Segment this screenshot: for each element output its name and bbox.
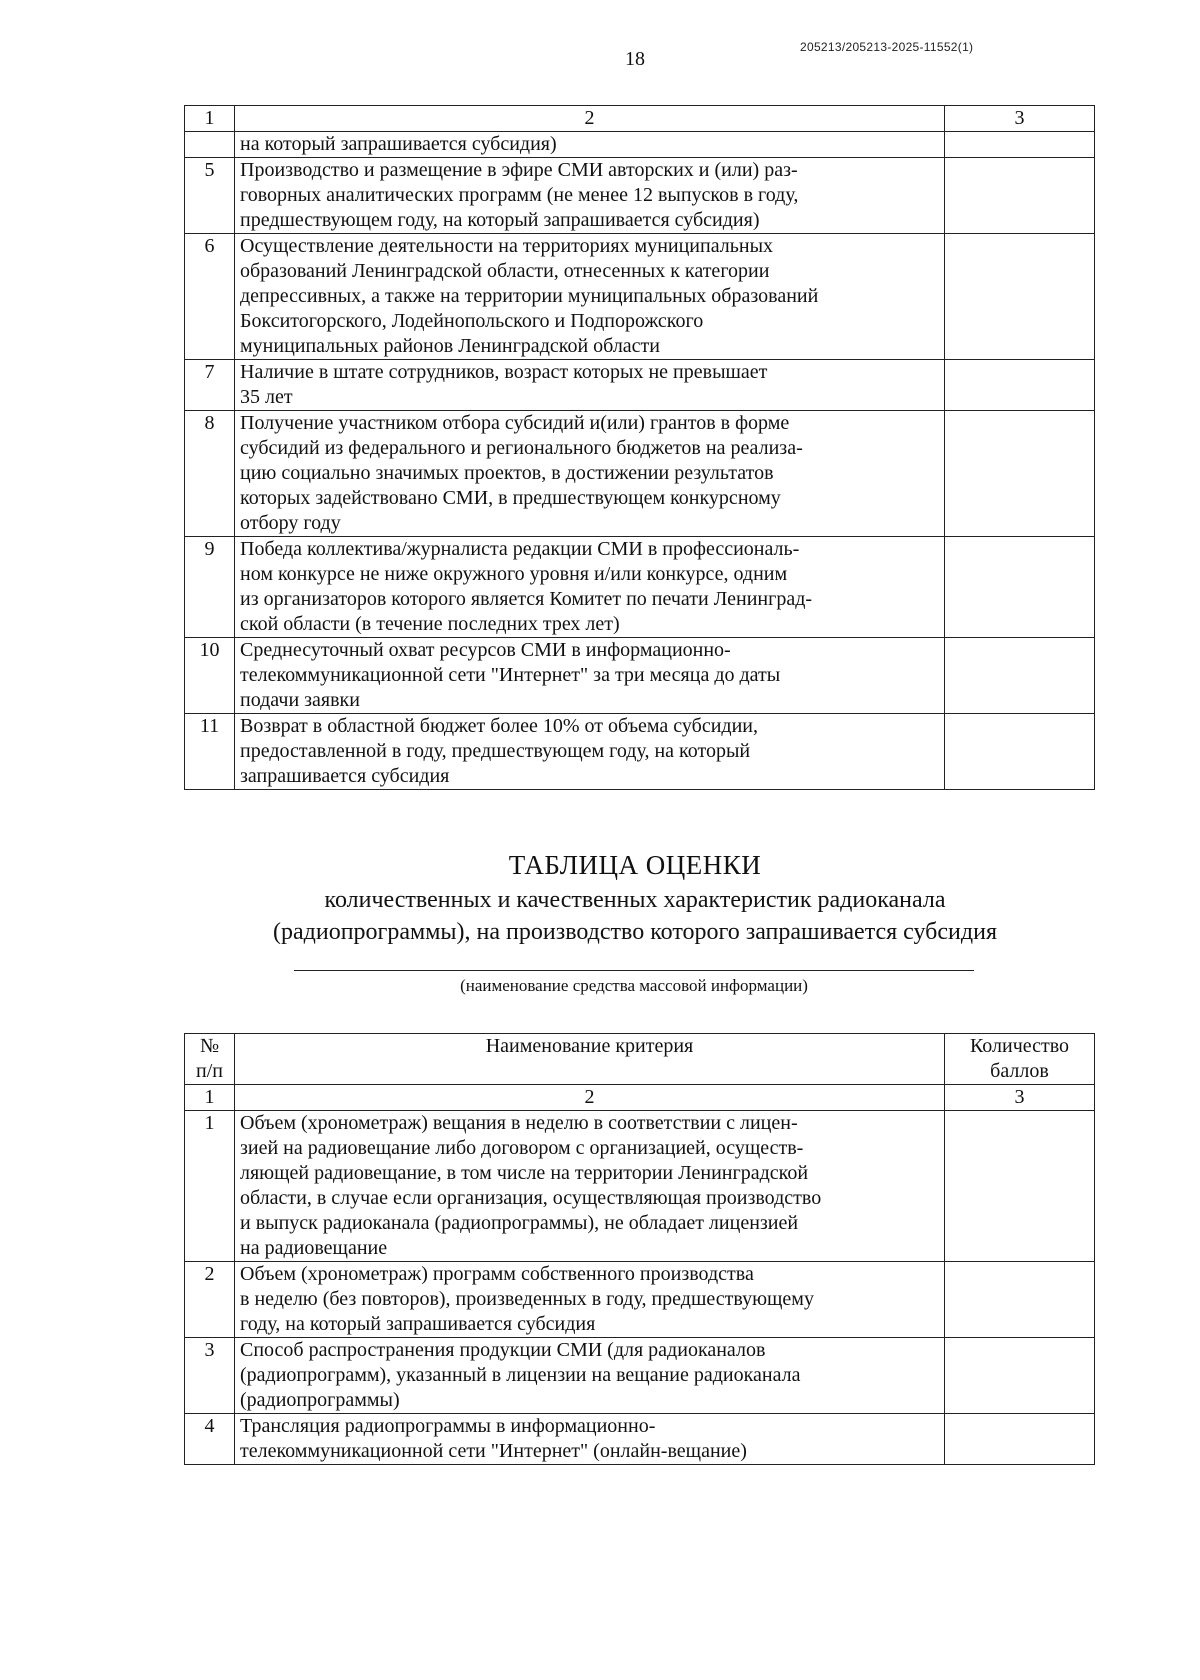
criterion-text: Производство и размещение в эфире СМИ авторских и (или) раз- говорных аналитических программ (не менее 12 выпусков в году, предшествующем году, на который запрашивается субсидия) (235, 158, 945, 234)
criterion-text: Трансляция радиопрограммы в информационно- телекоммуникационной сети "Интернет" (онлайн-вещание) (235, 1414, 945, 1465)
radio-evaluation-table (184, 1033, 1095, 1465)
table-row (185, 1111, 1095, 1262)
column-number: 1 (185, 106, 235, 132)
section-subtitle-line2: (радиопрограммы), на производство которого запрашивается субсидия (273, 919, 997, 945)
score-cell (945, 411, 1095, 537)
criterion-text: Объем (хронометраж) вещания в неделю в соответствии с лицен- зией на радиовещание либо договором с организацией, осуществ- ляющей радиовещание, в том числе на территории Ленинградской области, в случае если организация, осуществляющая производство и выпуск радиоканала (радиопрограммы), не обладает лицензией на радиовещание (235, 1111, 945, 1262)
score-cell (945, 1111, 1095, 1262)
header-num: № п/п (185, 1034, 235, 1085)
header-score: Количество баллов (945, 1034, 1095, 1085)
row-number: 11 (185, 714, 235, 790)
table-row (185, 234, 1095, 360)
header-row (185, 1034, 1095, 1085)
radio-evaluation-table-body (185, 1034, 1095, 1465)
table-row (185, 638, 1095, 714)
page-number: 18 (625, 48, 645, 70)
section-title: ТАБЛИЦА ОЦЕНКИ (508, 850, 762, 880)
table-row (185, 360, 1095, 411)
row-number: 2 (185, 1262, 235, 1338)
table-row (185, 158, 1095, 234)
header-criterion: Наименование критерия (235, 1034, 945, 1085)
row-number: 1 (185, 1111, 235, 1262)
row-number (185, 132, 235, 158)
column-number: 1 (185, 1085, 235, 1111)
table-row (185, 1414, 1095, 1465)
score-cell (945, 1262, 1095, 1338)
column-number: 3 (945, 1085, 1095, 1111)
score-cell (945, 537, 1095, 638)
table-row (185, 1338, 1095, 1414)
row-number: 8 (185, 411, 235, 537)
criterion-text: Объем (хронометраж) программ собственного производства в неделю (без повторов), произведенных в году, предшествующему году, на который запрашивается субсидия (235, 1262, 945, 1338)
column-number-row (185, 1085, 1095, 1111)
column-number-row (185, 106, 1095, 132)
document-id: 205213/205213-2025-11552(1) (800, 40, 974, 54)
criteria-table-continued (184, 105, 1095, 790)
criterion-text: на который запрашивается субсидия) (235, 132, 945, 158)
table-row (185, 537, 1095, 638)
criterion-text: Наличие в штате сотрудников, возраст которых не превышает 35 лет (235, 360, 945, 411)
row-number: 3 (185, 1338, 235, 1414)
score-cell (945, 714, 1095, 790)
row-number: 9 (185, 537, 235, 638)
criterion-text: Способ распространения продукции СМИ (для радиоканалов (радиопрограмм), указанный в лицензии на вещание радиоканала (радиопрограммы) (235, 1338, 945, 1414)
score-cell (945, 132, 1095, 158)
media-name-caption: (наименование средства массовой информации) (460, 976, 808, 995)
score-cell (945, 638, 1095, 714)
media-name-blank-line (294, 970, 974, 971)
row-number: 5 (185, 158, 235, 234)
column-number: 2 (235, 1085, 945, 1111)
column-number: 3 (945, 106, 1095, 132)
table-row (185, 1262, 1095, 1338)
criteria-table-body (185, 106, 1095, 790)
criterion-text: Победа коллектива/журналиста редакции СМИ в профессиональ- ном конкурсе не ниже окружного уровня и/или конкурсе, одним из организаторов которого является Комитет по печати Ленинград- ской области (в течение последних трех лет) (235, 537, 945, 638)
score-cell (945, 158, 1095, 234)
score-cell (945, 1338, 1095, 1414)
row-number: 4 (185, 1414, 235, 1465)
criterion-text: Осуществление деятельности на территориях муниципальных образований Ленинградской области, отнесенных к категории депрессивных, а также на территории муниципальных образований Бокситогорского, Лодейнопольского и Подпорожского муниципальных районов Ленинградской области (235, 234, 945, 360)
criterion-text: Возврат в областной бюджет более 10% от объема субсидии, предоставленной в году, предшествующем году, на который запрашивается субсидия (235, 714, 945, 790)
score-cell (945, 234, 1095, 360)
score-cell (945, 1414, 1095, 1465)
table-row (185, 132, 1095, 158)
row-number: 6 (185, 234, 235, 360)
section-subtitle-line1: количественных и качественных характеристик радиоканала (324, 887, 946, 913)
row-number: 10 (185, 638, 235, 714)
score-cell (945, 360, 1095, 411)
criterion-text: Получение участником отбора субсидий и(или) грантов в форме субсидий из федерального и регионального бюджетов на реализа- цию социально значимых проектов, в достижении результатов которых задействовано СМИ, в предшествующем конкурсному отбору году (235, 411, 945, 537)
row-number: 7 (185, 360, 235, 411)
table-row (185, 411, 1095, 537)
table-row (185, 714, 1095, 790)
column-number: 2 (235, 106, 945, 132)
criterion-text: Среднесуточный охват ресурсов СМИ в информационно- телекоммуникационной сети "Интернет" за три месяца до даты подачи заявки (235, 638, 945, 714)
